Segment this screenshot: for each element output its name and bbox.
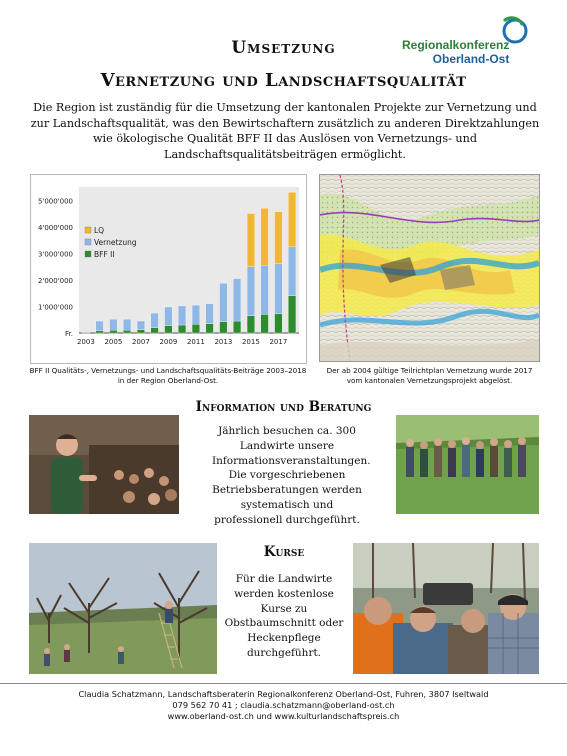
- bar-lq-2015: [247, 214, 255, 267]
- page-title: Umsetzung: [231, 38, 336, 58]
- bar-vernetzung-2016: [261, 265, 269, 314]
- bar-vernetzung-2015: [247, 267, 255, 316]
- y-tick-label: 1'000'000: [37, 303, 73, 312]
- bar-lq-2016: [261, 208, 269, 265]
- bar-bff-ii-2004: [96, 331, 104, 333]
- legend-label-lq: LQ: [94, 226, 105, 235]
- bar-vernetzung-2009: [165, 307, 173, 326]
- bar-vernetzung-2007: [137, 321, 145, 330]
- bar-bff-ii-2008: [151, 328, 159, 333]
- kurse-paragraph: Für die Landwirte werden kostenlose Kurse zu Obstbaumschnitt oder Heckenpflege durchgeführt.: [224, 573, 344, 659]
- y-tick-label: 5'000'000: [37, 197, 73, 206]
- map-caption: Der ab 2004 gültige Teilrichtplan Vernetzung wurde 2017 vom kantonalen Vernetzungsprojekt abgelöst.: [326, 366, 533, 385]
- bar-vernetzung-2008: [151, 313, 159, 328]
- bar-bff-ii-2011: [192, 324, 200, 333]
- bar-bff-ii-2016: [261, 314, 269, 333]
- bar-bff-ii-2007: [137, 330, 145, 333]
- x-tick-label: 2003: [76, 338, 95, 346]
- x-tick-label: 2015: [241, 338, 260, 346]
- footer-phone-email: 079 562 70 41 ; claudia.schatzmann@oberland-ost.ch: [172, 700, 395, 710]
- bar-bff-ii-2013: [220, 322, 228, 333]
- legend-swatch-lq: [85, 227, 91, 233]
- legend-swatch-vernetzung: [85, 239, 91, 245]
- logo-line2: Oberland-Ost: [432, 52, 510, 66]
- bar-bff-ii-2015: [247, 316, 255, 333]
- y-tick-label: 4'000'000: [37, 223, 73, 232]
- logo-wordmark: [402, 38, 509, 66]
- bar-vernetzung-2005: [110, 319, 118, 330]
- bar-lq-2018: [288, 192, 296, 246]
- map-image: [320, 175, 539, 361]
- x-tick-label: 2007: [131, 338, 150, 346]
- photo-course-group: [353, 543, 539, 674]
- legend-swatch-bff-ii: [85, 251, 91, 257]
- intro-paragraph: Die Region ist zuständig für die Umsetzung der kantonalen Projekte zur Vernetzung und zur Landschaftsqualität, was den Bewirtschaftern zusätzlich zu anderen Direktzahlungen wie ökologische Qualität BFF II das Auslösen von Vernetzungs- und Landschaftsqualitätsbeiträgen ermöglicht.: [30, 101, 540, 161]
- bar-vernetzung-2018: [288, 247, 296, 296]
- bar-bff-ii-2010: [178, 325, 186, 333]
- logo-line1: Regionalkonferenz: [402, 38, 510, 52]
- photo-field-group: [396, 415, 539, 514]
- y-tick-label: 3'000'000: [37, 250, 73, 259]
- x-tick-label: 2009: [159, 338, 178, 346]
- bar-vernetzung-2011: [192, 305, 200, 324]
- bar-lq-2017: [275, 212, 283, 264]
- photo-speaker: [29, 415, 179, 514]
- contributions-bar-chart: [31, 175, 306, 363]
- bar-bff-ii-2017: [275, 314, 283, 333]
- network-plan-map: [319, 174, 540, 362]
- legend-label-vernetzung: Vernetzung: [94, 238, 137, 247]
- y-tick-label: 2'000'000: [37, 276, 73, 285]
- section-heading-information: Information und Beratung: [195, 399, 372, 415]
- bar-vernetzung-2014: [233, 279, 241, 321]
- bar-vernetzung-2013: [220, 283, 228, 321]
- bar-bff-ii-2006: [123, 330, 131, 333]
- footer-divider: [0, 683, 567, 684]
- bar-bff-ii-2012: [206, 324, 214, 333]
- footer-websites: www.oberland-ost.ch und www.kulturlandschaftspreis.ch: [167, 711, 400, 721]
- page-subtitle: Vernetzung und Landschaftsqualität: [100, 70, 467, 91]
- bar-bff-ii-2014: [233, 321, 241, 333]
- bar-vernetzung-2004: [96, 321, 104, 331]
- x-tick-label: 2013: [214, 338, 233, 346]
- x-tick-label: 2011: [186, 338, 205, 346]
- y-tick-label: Fr.: [65, 330, 73, 338]
- footer: [0, 689, 567, 722]
- bar-bff-ii-2009: [165, 326, 173, 333]
- footer-contact-line: Claudia Schatzmann, Landschaftsberaterin Regionalkonferenz Oberland-Ost, Fuhren, 3807 Iseltwald: [78, 689, 489, 699]
- section-heading-kurse: Kurse: [263, 544, 305, 560]
- bar-vernetzung-2012: [206, 304, 214, 324]
- info-paragraph: Jährlich besuchen ca. 300 Landwirte unsere Informationsveranstaltungen. Die vorgeschriebenen Betriebsberatungen werden systematisch und professionell durchgeführt.: [212, 425, 371, 526]
- photo-orchard: [29, 543, 217, 674]
- legend-label-bff-ii: BFF II: [94, 250, 115, 259]
- x-tick-label: 2017: [269, 338, 288, 346]
- bar-vernetzung-2010: [178, 306, 186, 325]
- chart-panel: [30, 174, 307, 364]
- x-tick-label: 2005: [104, 338, 123, 346]
- bar-bff-ii-2018: [288, 296, 296, 333]
- bar-bff-ii-2005: [110, 330, 118, 333]
- chart-caption: BFF II Qualitäts-, Vernetzungs- und Landschaftsqualitäts-Beiträge 2003–2018 in der Region Oberland-Ost.: [29, 366, 307, 385]
- bar-vernetzung-2006: [123, 319, 131, 330]
- bar-vernetzung-2017: [275, 263, 283, 313]
- bar-vernetzung-2003: [82, 332, 90, 333]
